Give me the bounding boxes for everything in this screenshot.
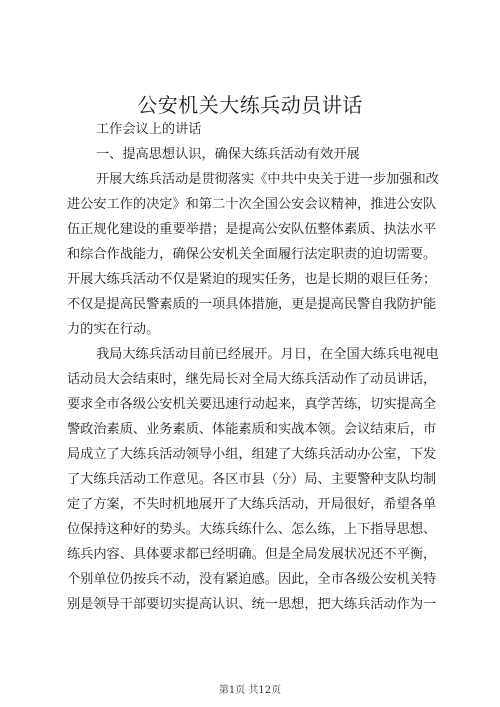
text-line: 开展大练兵活动不仅是紧迫的现实任务，也是长期的艰巨任务； <box>67 272 437 287</box>
text-line: 不仅是提高民警素质的一项具体措施，更是提高民警自我防护能 <box>67 297 437 312</box>
document-title: 公安机关大练兵动员讲话 <box>137 93 363 117</box>
text-line: 警政治素质、业务素质、体能素质和实战本领。会议结束后，市 <box>67 422 437 437</box>
text-line: 个别单位仍按兵不动，没有紧迫感。因此，全市各级公安机关特 <box>67 572 437 587</box>
text-line: 练兵内容、具体要求都已经明确。但是全局发展状况还不平衡， <box>67 547 437 562</box>
text-line: 位保持这种好的势头。大练兵练什么、怎么练，上下指导思想、 <box>67 522 437 537</box>
text-line: 和综合作战能力，确保公安机关全面履行法定职责的迫切需要。 <box>67 247 437 262</box>
text-line: 开展大练兵活动是贯彻落实《中共中央关于进一步加强和改 <box>96 172 439 187</box>
text-line: 我局大练兵活动目前已经展开。月日，在全国大练兵电视电 <box>96 347 439 362</box>
page-number: 第1页 共12页 <box>218 685 282 696</box>
text-line: 别是领导干部要切实提高认识、统一思想，把大练兵活动作为一 <box>67 597 437 612</box>
text-line: 了大练兵活动工作意见。各区市县（分）局、主要警种支队均制 <box>67 472 437 487</box>
text-line: 局成立了大练兵活动领导小组，组建了大练兵活动办公室，下发 <box>67 447 437 462</box>
text-line: 工作会议上的讲话 <box>96 122 202 137</box>
text-line: 伍正规化建设的重要举措；是提高公安队伍整体素质、执法水平 <box>67 222 437 237</box>
text-line: 话动员大会结束时，继先局长对全局大练兵活动作了动员讲话， <box>67 372 437 387</box>
text-line: 进公安工作的决定》和第二十次全国公安会议精神，推进公安队 <box>67 197 437 212</box>
section-heading: 一、提高思想认识，确保大练兵活动有效开展 <box>96 147 360 162</box>
text-line: 力的实在行动。 <box>67 322 160 337</box>
text-line: 要求全市各级公安机关要迅速行动起来，真学苦练，切实提高全 <box>67 397 437 412</box>
text-line: 定了方案，不失时机地展开了大练兵活动，开局很好，希望各单 <box>67 497 437 512</box>
